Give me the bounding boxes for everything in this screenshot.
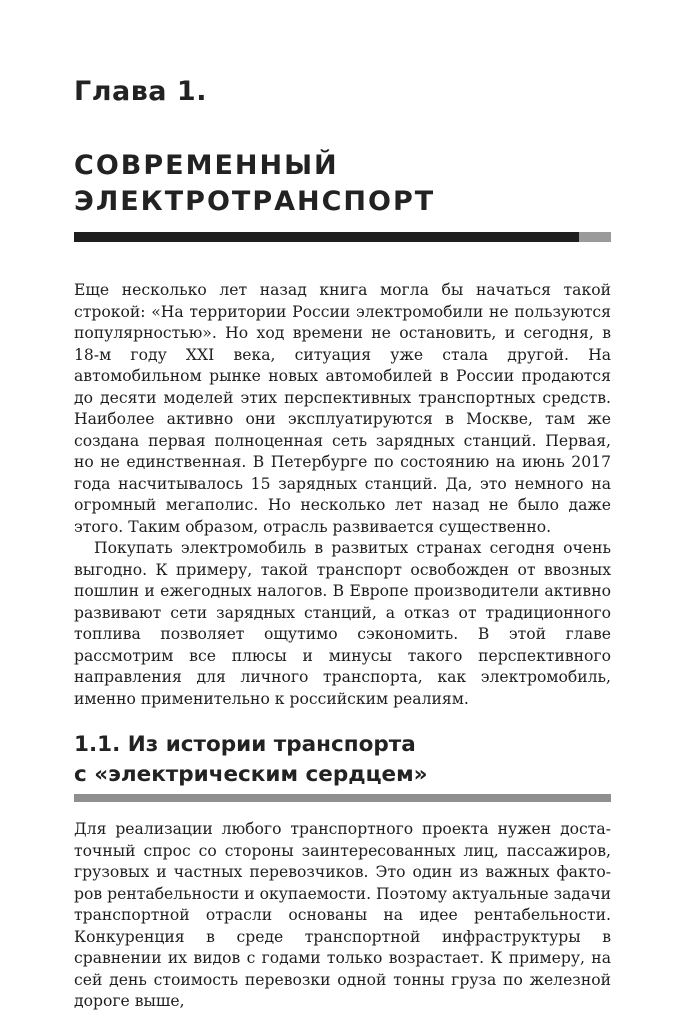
- book-page: [74, 72, 611, 1013]
- chapter-divider-light: [579, 232, 611, 242]
- chapter-title-line-2: ЭЛЕКТРОТРАНСПОРТ: [74, 186, 436, 217]
- chapter-title-line-1: СОВРЕМЕННЫЙ: [74, 150, 339, 181]
- section-title-line-1: 1.1. Из истории транспорта: [74, 732, 416, 757]
- chapter-divider-dark: [74, 232, 579, 242]
- chapter-title: [74, 148, 611, 220]
- chapter-label: Глава 1.: [74, 76, 207, 107]
- section-title: [74, 730, 611, 790]
- intro-paragraph-2: Покупать электромобиль в развитых странах сегодня очень выгодно. К примеру, такой транспорт освобожден от ввозных пошлин и ежегодных налогов. В Европе производители активно развивают сети зарядных станций, а отказ от традиционного топлива позволяет ощутимо сэкономить. В этой главе рассмотрим все плюсы и минусы такого перспективного направления для личного транспорта, как электромобиль, именно применительно к российским реалиям.: [74, 539, 611, 708]
- chapter-divider: [74, 232, 611, 242]
- intro-paragraph-1: Еще несколько лет назад книга могла бы начаться такой строкой: «На территории России электромобили не пользуются популярностью». Но ход времени не остановить, и сегодня, в 18-м году XXI века, ситуация уже стала другой. На автомобильном рынке новых автомобилей в России продаются до десяти моделей этих перспективных транспортных средств. Наиболее активно они эксплуатируются в Москве, там же создана первая полноценная сеть зарядных станций. Первая, но не единственная. В Петербурге по состоянию на июнь 2017 года насчитывалось 15 зарядных станций. Да, это немного на огромный мегаполис. Но несколько лет назад не было даже этого. Таким образом, отрасль развивается существенно.: [74, 281, 611, 536]
- section-paragraph: Для реализации любого транспортного проекта нужен достаточный спрос со стороны заинтересованных лиц, пассажиров, грузовых и частных перевозчиков. Это один из важных факторов рентабельности и окупаемости. Поэтому актуальные задачи транспортной отрасли основаны на идее рентабельности. Конкуренция в среде транспортной инфраструктуры в сравнении их видов с годами только возрастает. К примеру, на сей день стоимость перевозки одной тонны груза по железной дороге выше,: [74, 820, 611, 1010]
- section-divider: [74, 794, 611, 802]
- section-title-line-2: с «электрическим сердцем»: [74, 762, 428, 787]
